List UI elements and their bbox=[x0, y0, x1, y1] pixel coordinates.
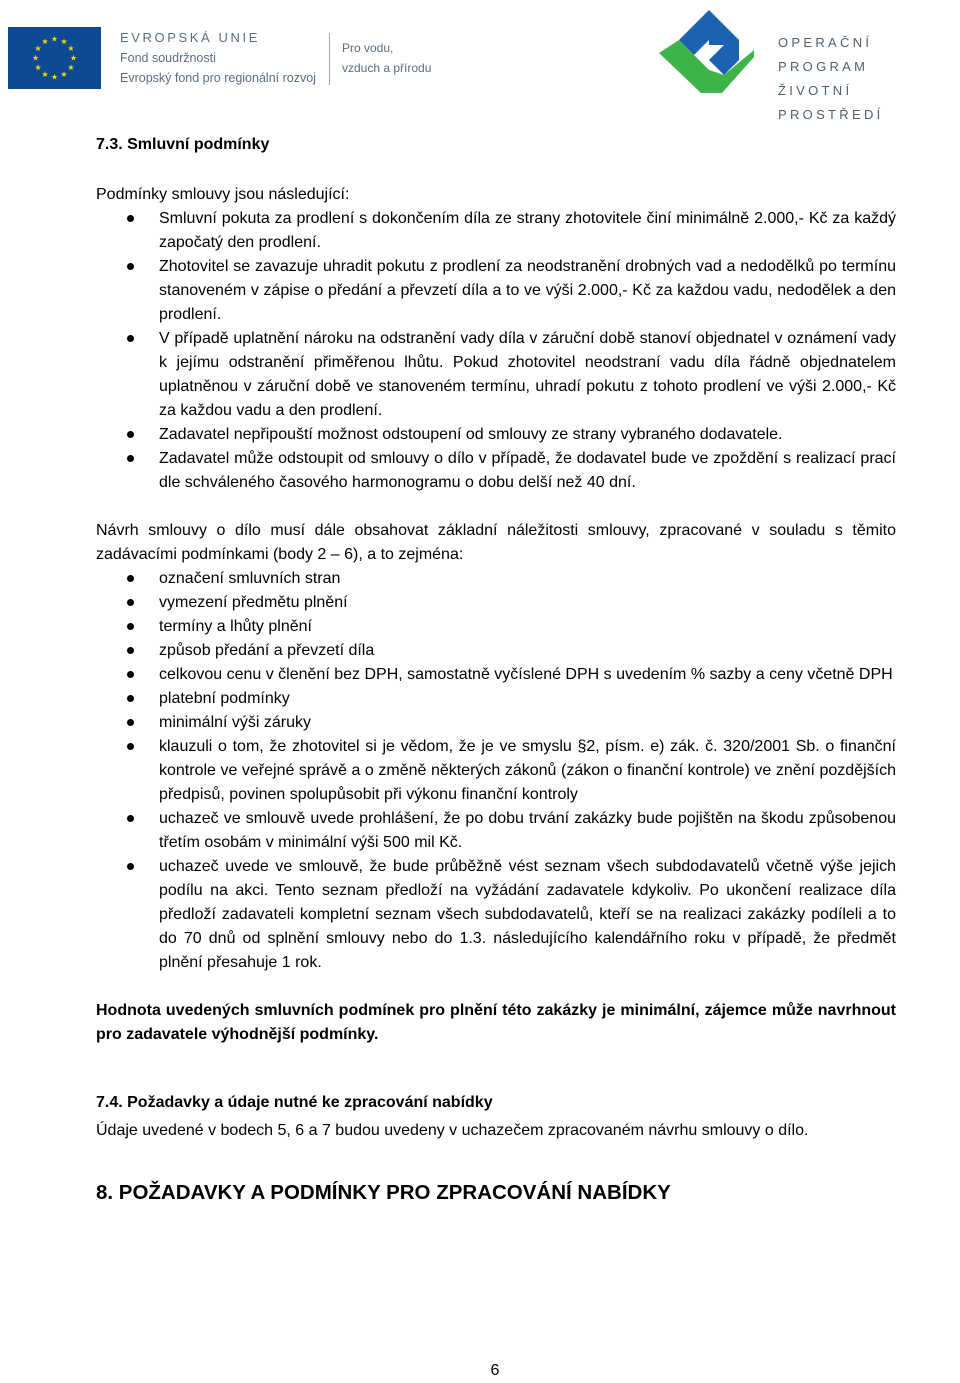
list-item-text: uchazeč ve smlouvě uvede prohlášení, že po dobu trvání zakázky bude pojištěn na škodu způsobenou třetím osobám v minimální výši 500 mil Kč. bbox=[159, 810, 896, 851]
bullet-icon bbox=[127, 647, 134, 654]
list-item-text: způsob předání a převzetí díla bbox=[159, 642, 375, 659]
list-item bbox=[96, 711, 896, 735]
document-body bbox=[96, 133, 896, 1205]
heading-8: 8. POŽADAVKY A PODMÍNKY PRO ZPRACOVÁNÍ NABÍDKY bbox=[96, 1181, 671, 1204]
heading-7-4: 7.4. Požadavky a údaje nutné ke zpracování nabídky bbox=[96, 1094, 493, 1111]
op-line-2: ŽIVOTNÍ PROSTŘEDÍ bbox=[778, 83, 884, 122]
list-item-text: Zhotovitel se zavazuje uhradit pokutu z prodlení za neodstranění drobných vad a nedodělků po termínu stanoveném v zápise o předání a převzetí díla a to ve výši 2.000,- Kč za každou vadu, nedodělek a den prodlení. bbox=[159, 258, 896, 323]
bullet-icon bbox=[127, 215, 134, 222]
conditions-note: Hodnota uvedených smluvních podmínek pro plnění této zakázky je minimální, zájemce může navrhnout pro zadavatele výhodnější podmínky. bbox=[96, 1002, 896, 1043]
list-item-text: platební podmínky bbox=[159, 690, 290, 707]
list-item bbox=[96, 639, 896, 663]
eu-motto bbox=[342, 38, 431, 78]
list-item-text: Zadavatel nepřipouští možnost odstoupení od smlouvy ze strany vybraného dodavatele. bbox=[159, 426, 783, 443]
list-item bbox=[96, 423, 896, 447]
bullet-icon bbox=[127, 455, 134, 462]
list-item-text: vymezení předmětu plnění bbox=[159, 594, 348, 611]
op-line-1: OPERAČNÍ PROGRAM bbox=[778, 35, 873, 74]
list-item-text: klauzuli o tom, že zhotovitel si je vědom, že je ve smyslu §2, písm. e) zák. č. 320/2001 Sb. o finanční kontrole ve veřejné správě a o změně některých zákonů (zákon o finanční kontrole) ve znění pozdějších předpisů, povinen spolupůsobit při výkonu finanční kontroly bbox=[159, 738, 896, 803]
page-number: 6 bbox=[490, 1362, 500, 1379]
bullet-icon bbox=[127, 743, 134, 750]
list-item bbox=[96, 735, 896, 807]
list-item bbox=[96, 663, 896, 687]
list-item bbox=[96, 447, 896, 495]
list-item-text: minimální výši záruky bbox=[159, 714, 312, 731]
list-item-text: označení smluvních stran bbox=[159, 570, 341, 587]
list-item bbox=[96, 855, 896, 975]
list-item bbox=[96, 255, 896, 327]
bullet-icon bbox=[127, 263, 134, 270]
eu-title: EVROPSKÁ UNIE bbox=[120, 30, 260, 45]
bullet-icon bbox=[127, 431, 134, 438]
list-item bbox=[96, 615, 896, 639]
eu-flag-icon bbox=[8, 27, 101, 89]
eu-logo-text bbox=[120, 28, 316, 88]
conditions-list bbox=[96, 207, 896, 495]
list-item bbox=[96, 207, 896, 255]
list-item bbox=[96, 327, 896, 423]
list-item-text: V případě uplatnění nároku na odstranění vady díla v záruční době stanoví objednatel v oznámení vady k jejímu odstranění přiměřenou lhůtu. Pokud zhotovitel neodstraní vadu díla řádně objednatelem uplatněnou v záruční době ve stanoveném termínu, uhradí pokutu z tohoto prodlení ve výši 2.000,- Kč za každou vadu a den prodlení. bbox=[159, 330, 896, 419]
list-item bbox=[96, 687, 896, 711]
eu-fund-1: Fond soudržnosti bbox=[120, 51, 216, 65]
list-item-text: Smluvní pokuta za prodlení s dokončením díla ze strany zhotovitele činí minimálně 2.000,- Kč za každý započatý den prodlení. bbox=[159, 210, 896, 251]
bullet-icon bbox=[127, 863, 134, 870]
list-item-text: termíny a lhůty plnění bbox=[159, 618, 312, 635]
list-item-text: celkovou cenu v členění bez DPH, samostatně vyčíslené DPH s uvedením % sazby a ceny včetně DPH bbox=[159, 666, 893, 683]
header-divider bbox=[329, 33, 330, 85]
bullet-icon bbox=[127, 719, 134, 726]
page-header bbox=[0, 0, 960, 122]
bullet-icon bbox=[127, 623, 134, 630]
contract-intro: Návrh smlouvy o dílo musí dále obsahovat základní náležitosti smlouvy, zpracované v souladu s těmito zadávacími podmínkami (body 2 – 6), a to zejména: bbox=[96, 522, 896, 563]
bullet-icon bbox=[127, 695, 134, 702]
list-item-text: Zadavatel může odstoupit od smlouvy o dílo v případě, že dodavatel bude ve zpoždění s realizací prací dle schváleného časového harmonogramu o dobu delší než 40 dní. bbox=[159, 450, 896, 491]
motto-line-2: vzduch a přírodu bbox=[342, 61, 432, 75]
eu-fund-2: Evropský fond pro regionální rozvoj bbox=[120, 71, 316, 85]
op-logo-text bbox=[778, 31, 960, 127]
conditions-intro: Podmínky smlouvy jsou následující: bbox=[96, 186, 350, 203]
list-item-text: uchazeč uvede ve smlouvě, že bude průběžně vést seznam všech subdodavatelů včetně výše jejich podílu na akci. Tento seznam předloží na vyžádání zadavatele kdykoliv. Po ukončení realizace díla předloží zadavateli kompletní seznam všech subdodavatelů, kteří se na realizaci zakázky podíleli a to do 70 dnů od splnění smlouvy nebo do 1.3. následujícího kalendářního roku v případě, že předmět plnění přesahuje 1 rok. bbox=[159, 858, 896, 971]
bullet-icon bbox=[127, 599, 134, 606]
contract-list bbox=[96, 567, 896, 975]
section-7-4-text: Údaje uvedené v bodech 5, 6 a 7 budou uvedeny v uchazečem zpracovaném návrhu smlouvy o dílo. bbox=[96, 1122, 809, 1139]
op-zp-logo-icon bbox=[654, 5, 764, 100]
list-item bbox=[96, 591, 896, 615]
list-item bbox=[96, 807, 896, 855]
bullet-icon bbox=[127, 671, 134, 678]
heading-7-3: 7.3. Smluvní podmínky bbox=[96, 136, 270, 153]
motto-line-1: Pro vodu, bbox=[342, 41, 394, 55]
bullet-icon bbox=[127, 815, 134, 822]
list-item bbox=[96, 567, 896, 591]
bullet-icon bbox=[127, 575, 134, 582]
bullet-icon bbox=[127, 335, 134, 342]
